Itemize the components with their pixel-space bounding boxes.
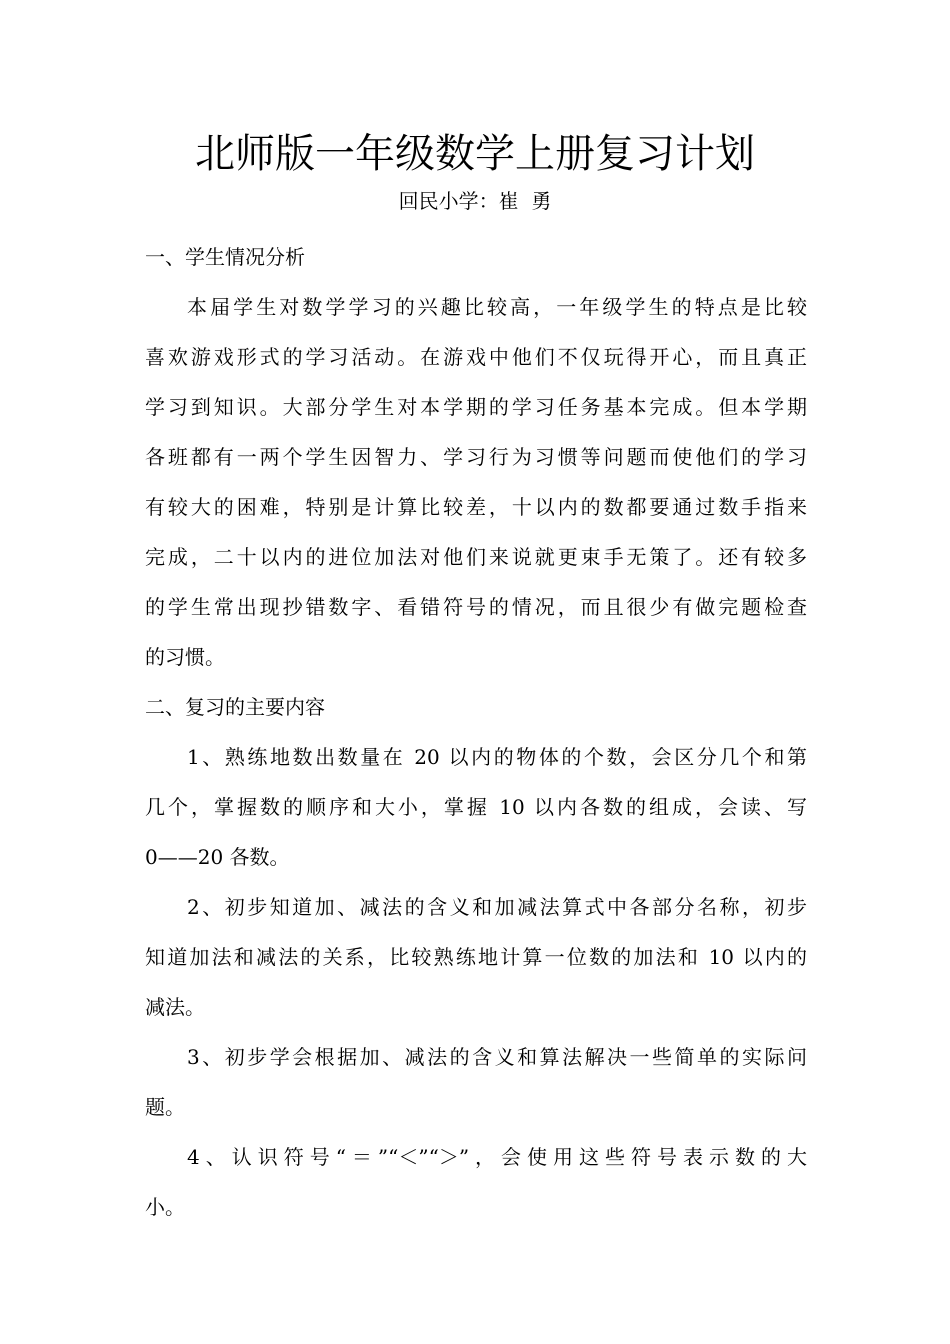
text-line: 小。 [145,1195,185,1219]
text-line: 几个，掌握数的顺序和大小，掌握 10 以内各数的组成，会读、写 [145,795,807,819]
text-line: 二、复习的主要内容 [145,695,325,719]
page-title: 北师版一年级数学上册复习计划 [195,131,755,177]
text-line: 有较大的困难，特别是计算比较差，十以内的数都要通过数手指来 [145,495,807,519]
text-line: 的学生常出现抄错数字、看错符号的情况，而且很少有做完题检查 [145,595,807,619]
text-line: 题。 [145,1095,185,1119]
text-line: 各班都有一两个学生因智力、学习行为习惯等问题而使他们的学习 [145,445,807,469]
author-line: 回民小学：崔 勇 [398,189,552,213]
document-body [145,232,807,1232]
text-line: 知道加法和减法的关系，比较熟练地计算一位数的加法和 10 以内的 [145,945,807,969]
text-line: 4、认识符号“＝”“＜”“＞”，会使用这些符号表示数的大 [187,1145,807,1169]
text-line: 3、初步学会根据加、减法的含义和算法解决一些简单的实际问 [187,1045,807,1069]
text-line: 1、熟练地数出数量在 20 以内的物体的个数，会区分几个和第 [187,745,807,769]
text-line: 本届学生对数学学习的兴趣比较高，一年级学生的特点是比较 [187,295,807,319]
text-line: 一、学生情况分析 [145,245,305,269]
text-line: 完成，二十以内的进位加法对他们来说就更束手无策了。还有较多 [145,545,807,569]
text-line: 的习惯。 [145,645,225,669]
text-line: 喜欢游戏形式的学习活动。在游戏中他们不仅玩得开心，而且真正 [145,345,807,369]
text-line: 0——20 各数。 [145,845,290,869]
text-line: 减法。 [145,995,205,1019]
text-line: 2、初步知道加、减法的含义和加减法算式中各部分名称，初步 [187,895,807,919]
text-line: 学习到知识。大部分学生对本学期的学习任务基本完成。但本学期 [145,395,807,419]
